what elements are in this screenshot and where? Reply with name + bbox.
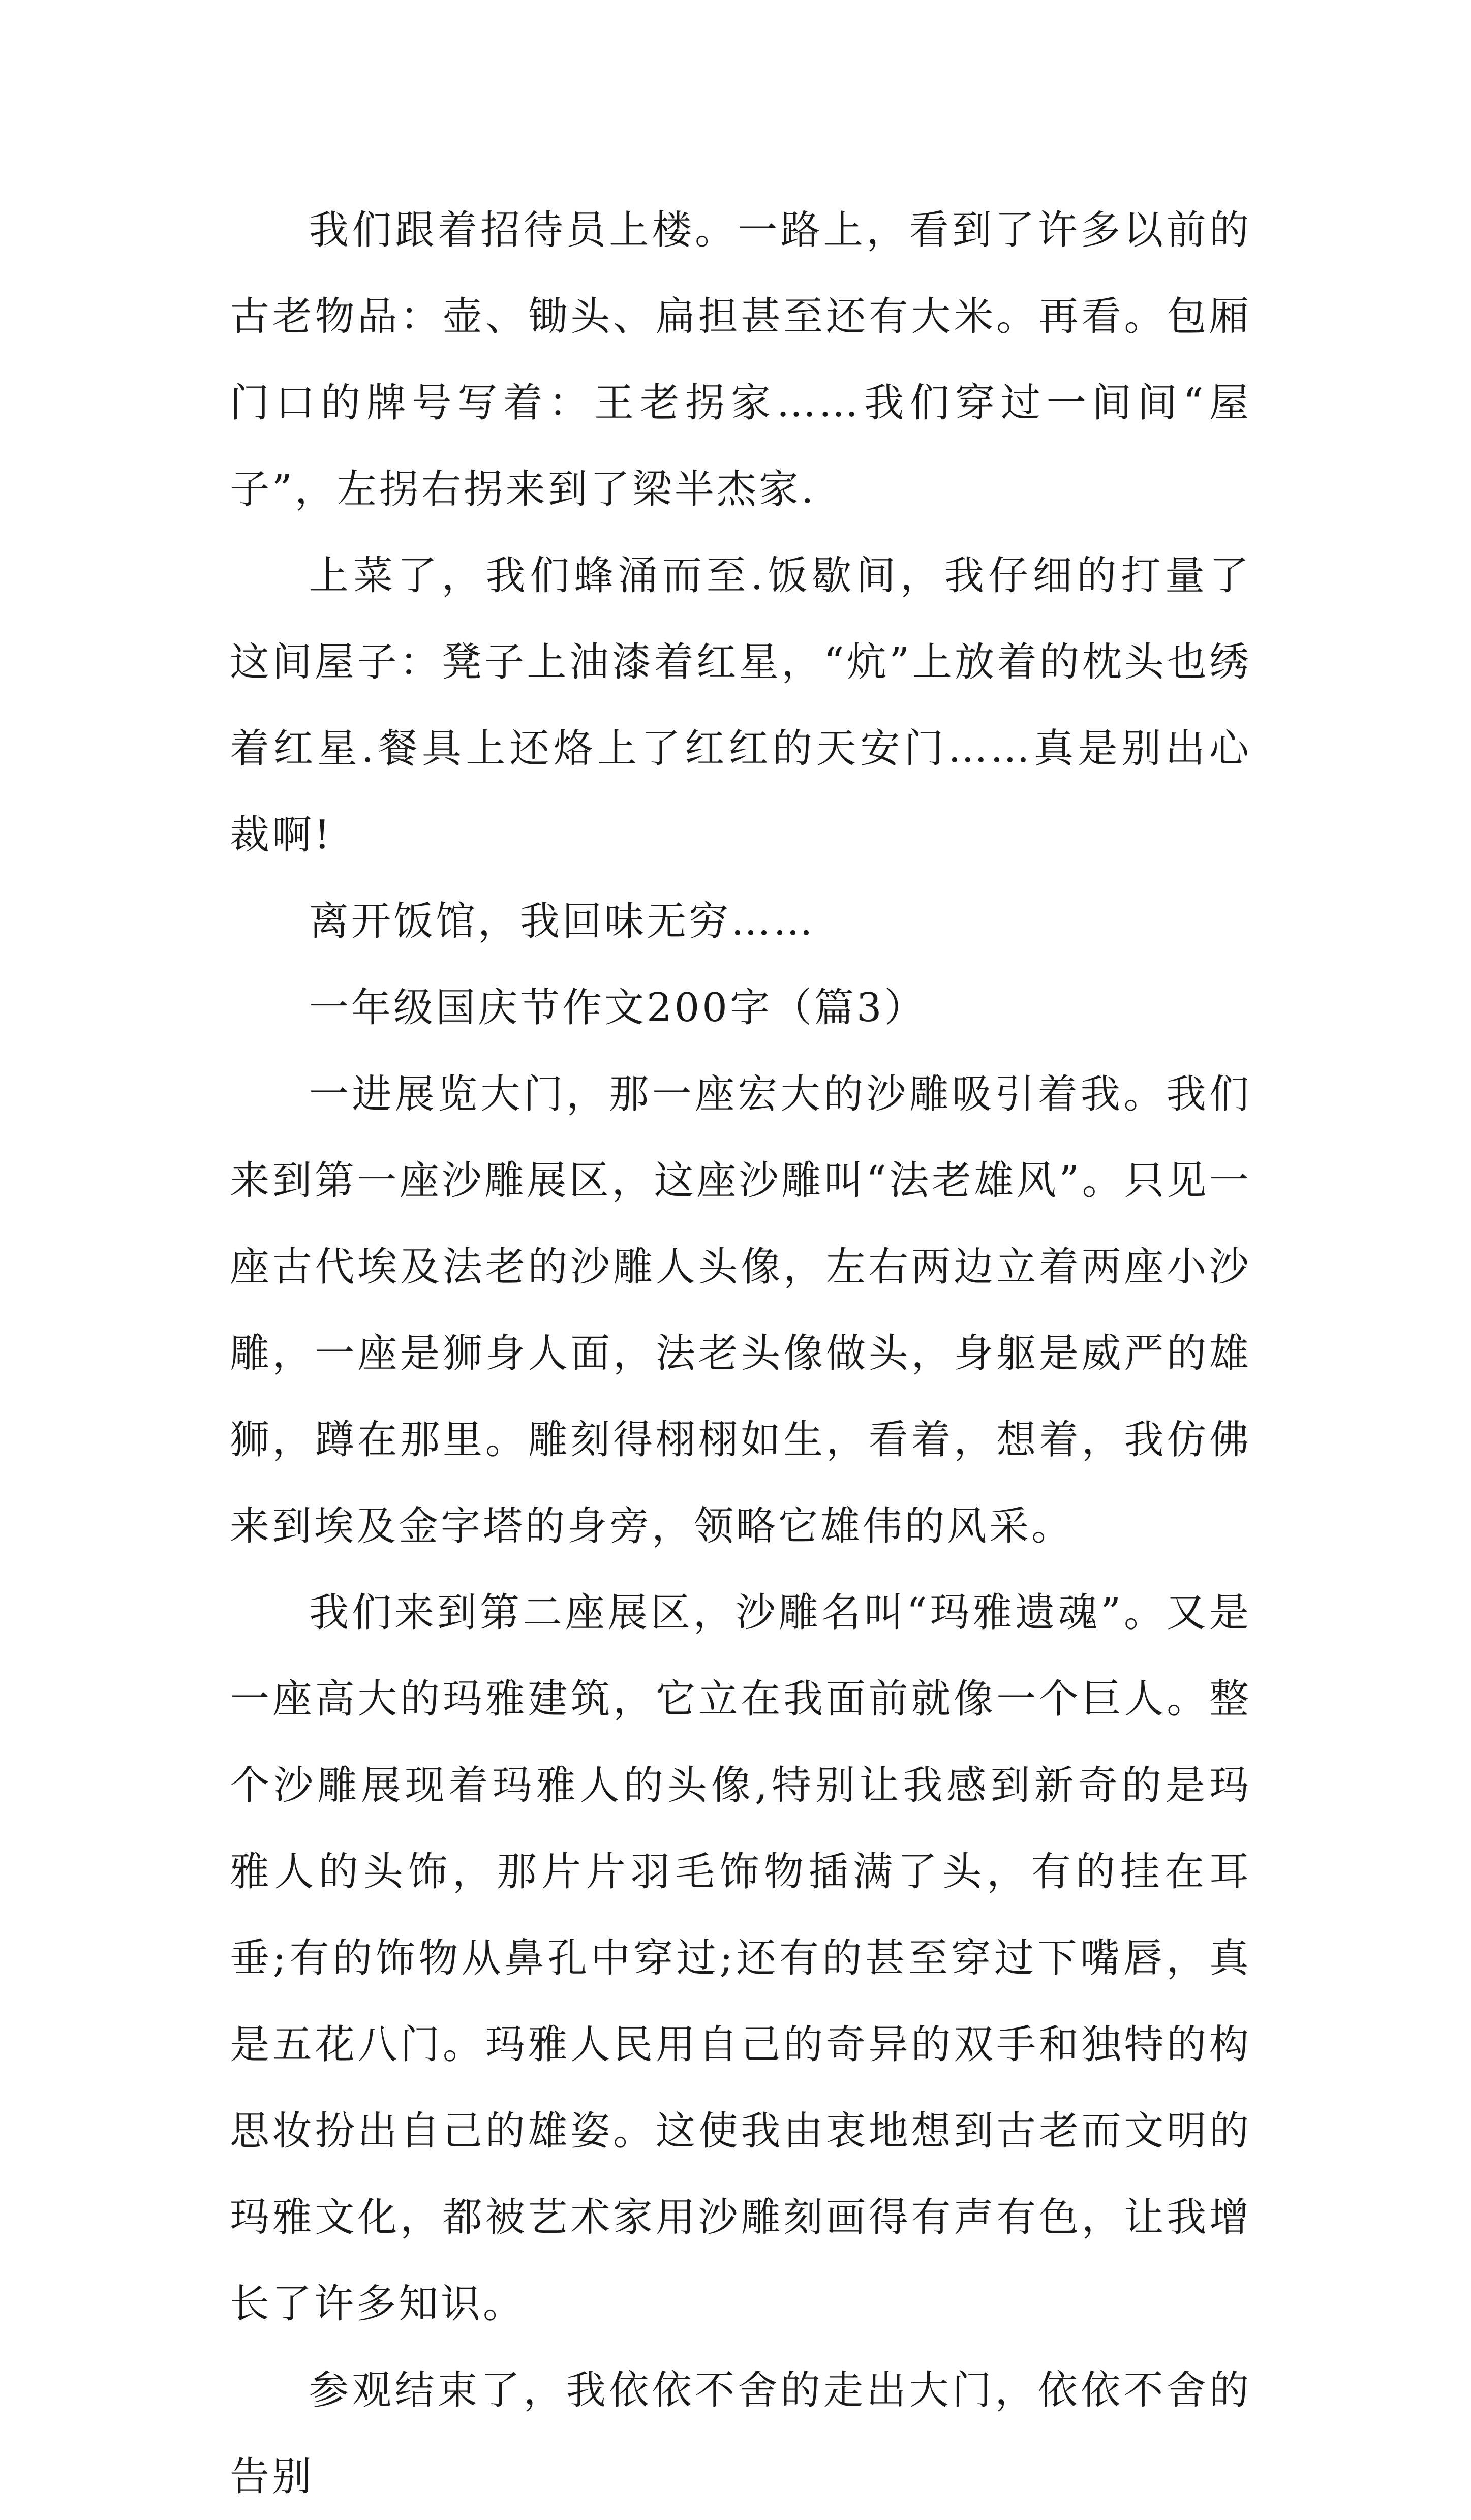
section-heading: 一年级国庆节作文200字（篇3） (309, 985, 927, 1031)
document-body (230, 187, 1251, 2520)
paragraph: 我们跟着招待员上楼。一路上，看到了许多以前的古老物品：壶、锄头、扁担甚至还有大米。再看。包厢门口的牌号写着：王老拐家……我们穿过一间间“屋子”，左拐右拐来到了梁半杰家. (230, 207, 1251, 512)
paragraph: 离开饭馆，我回味无穷…… (309, 899, 816, 944)
paragraph: 我们来到第二座展区，沙雕名叫“玛雅遗魂”。又是一座高大的玛雅建筑，它立在我面前就像一个巨人。整个沙雕展现着玛雅人的头像,特别让我感到新奇的是玛雅人的头饰，那片片羽毛饰物插满了头，有的挂在耳垂;有的饰物从鼻孔中穿过;还有的甚至穿过下嘴唇，真是五花八门。玛雅人民用自己的奇异的双手和独特的构思妆扮出自己的雄姿。这使我由衷地想到古老而文明的玛雅文化，都被艺术家用沙雕刻画得有声有色，让我增长了许多知识。 (230, 1590, 1251, 2327)
paragraph: 一进展览大门，那一座宏大的沙雕吸引着我。我们来到第一座沙雕展区，这座沙雕叫“法老雄风”。只见一座古代埃及法老的沙雕人头像，左右两边立着两座小沙雕，一座是狮身人面，法老头像做头，身躯是威严的雄狮，蹲在那里。雕刻得栩栩如生，看着，想着，我仿佛来到埃及金字塔的身旁，领略它雄伟的风采。 (230, 1071, 1251, 1549)
paragraph: 上菜了，我们蜂涌而至.饭歇间，我仔细的打量了这间屋子：凳子上油漆着红星，“炕”上放着的枕头也绣着红星.餐具上还烙上了红红的天安门……真是别出心裁啊! (230, 553, 1251, 858)
paragraph: 参观结束了，我依依不舍的走出大门，依依不舍的告别 (230, 2368, 1251, 2500)
